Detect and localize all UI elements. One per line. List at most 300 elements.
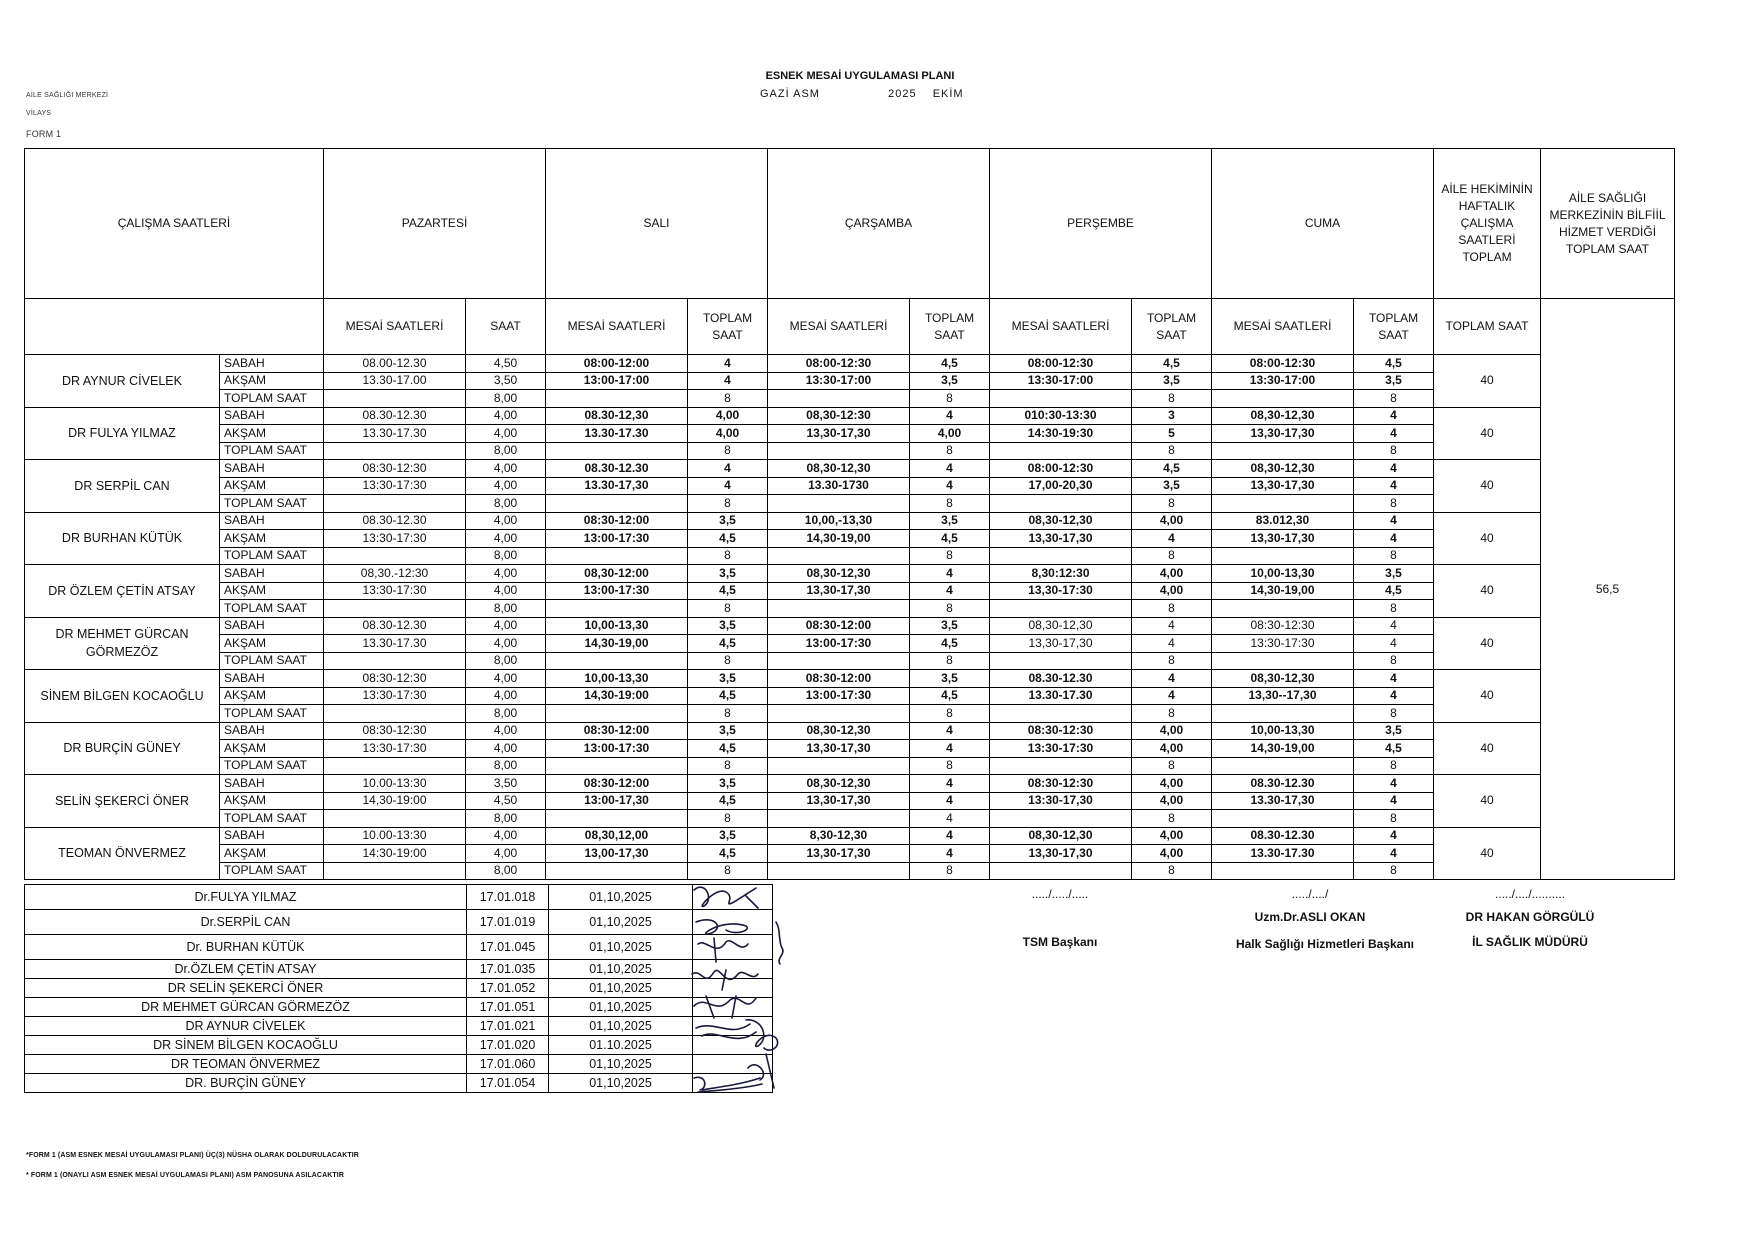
saat-cell: 4,00 bbox=[1132, 565, 1212, 583]
mesai-cell bbox=[324, 757, 466, 775]
plan-subtitle bbox=[760, 88, 964, 100]
saat-cell: 3,5 bbox=[688, 670, 768, 688]
mesai-cell: 08:30-12:30 bbox=[990, 775, 1132, 793]
saat-cell: 4,00 bbox=[466, 635, 546, 653]
header-row bbox=[25, 149, 1675, 299]
saat-cell: 3,5 bbox=[688, 617, 768, 635]
saat-cell: 4,5 bbox=[688, 582, 768, 600]
mesai-cell: 08.30-12.30 bbox=[324, 407, 466, 425]
saat-cell: 4,00 bbox=[466, 565, 546, 583]
mesai-cell: 10,00-13,30 bbox=[1212, 565, 1354, 583]
weekly-total-subheader: TOPLAM SAAT bbox=[1434, 299, 1541, 355]
saat-cell: 4,50 bbox=[466, 792, 546, 810]
mesai-cell: 08.30-12.30 bbox=[546, 460, 688, 478]
saat-cell: 8 bbox=[1132, 547, 1212, 565]
saat-cell: 4,5 bbox=[688, 740, 768, 758]
toplam-saat-header: TOPLAM SAAT bbox=[1132, 299, 1212, 355]
signature-date: 01,10,2025 bbox=[549, 1055, 693, 1074]
mesai-cell: 08.00-12.30 bbox=[324, 355, 466, 373]
saat-cell: 8,00 bbox=[466, 442, 546, 460]
weekly-total: 40 bbox=[1434, 460, 1541, 513]
asm-name: GAZİ ASM bbox=[760, 88, 820, 100]
saat-cell: 4 bbox=[1354, 670, 1434, 688]
weekly-total: 40 bbox=[1434, 407, 1541, 460]
saat-cell: 4,00 bbox=[1132, 582, 1212, 600]
doctor-name: TEOMAN ÖNVERMEZ bbox=[25, 827, 220, 880]
mesai-cell bbox=[546, 390, 688, 408]
footer-note-1: *FORM 1 (ASM ESNEK MESAİ UYGULAMASI PLANI) ÜÇ(3) NÜSHA OLARAK DOLDURULACAKTIR bbox=[26, 1152, 359, 1159]
toplam-saat-header: TOPLAM SAAT bbox=[910, 299, 990, 355]
row-label: AKŞAM bbox=[220, 740, 324, 758]
mesai-cell bbox=[1212, 495, 1354, 513]
table-row bbox=[25, 810, 1675, 828]
saat-cell: 8 bbox=[1354, 810, 1434, 828]
mesai-cell: 13.30-17.30 bbox=[324, 635, 466, 653]
saat-cell: 3,5 bbox=[1354, 722, 1434, 740]
saat-cell: 4 bbox=[688, 372, 768, 390]
saat-cell: 4,00 bbox=[466, 827, 546, 845]
mesai-cell: 08.30-12.30 bbox=[324, 512, 466, 530]
saat-cell: 4 bbox=[910, 775, 990, 793]
signature-date: 01,10,2025 bbox=[549, 960, 693, 979]
row-label: AKŞAM bbox=[220, 477, 324, 495]
signature-row bbox=[25, 1074, 773, 1093]
saat-cell: 4,00 bbox=[688, 407, 768, 425]
mesai-cell: 13:30-17:30 bbox=[324, 530, 466, 548]
saat-cell: 3,5 bbox=[1132, 372, 1212, 390]
mesai-cell: 13,30-17,30 bbox=[990, 530, 1132, 548]
mesai-cell: 13:30-17:30 bbox=[324, 740, 466, 758]
mesai-cell: 8,30:12:30 bbox=[990, 565, 1132, 583]
toplam-saat-header: TOPLAM SAAT bbox=[1354, 299, 1434, 355]
mesai-cell bbox=[1212, 757, 1354, 775]
signature-name: DR MEHMET GÜRCAN GÖRMEZÖZ bbox=[25, 998, 467, 1017]
mesai-cell bbox=[768, 652, 910, 670]
mesai-cell bbox=[1212, 442, 1354, 460]
saat-cell: 8 bbox=[1132, 705, 1212, 723]
mesai-cell: 13.30-1730 bbox=[768, 477, 910, 495]
saat-cell: 3,5 bbox=[688, 565, 768, 583]
table-row bbox=[25, 495, 1675, 513]
table-row bbox=[25, 407, 1675, 425]
mesai-cell: 13,30-17,30 bbox=[768, 845, 910, 863]
asm-total-header: AİLE SAĞLIĞI MERKEZİNİN BİLFİİL HİZMET VERDİĞİ TOPLAM SAAT bbox=[1541, 149, 1675, 299]
row-label: TOPLAM SAAT bbox=[220, 390, 324, 408]
mesai-cell: 13:00-17:30 bbox=[546, 582, 688, 600]
row-label: TOPLAM SAAT bbox=[220, 652, 324, 670]
mesai-cell: 010:30-13:30 bbox=[990, 407, 1132, 425]
mesai-cell: 14,30-19:00 bbox=[546, 687, 688, 705]
saat-cell: 5 bbox=[1132, 425, 1212, 443]
mesai-cell bbox=[324, 390, 466, 408]
hs-date: ...../..../ bbox=[1291, 887, 1329, 901]
mesai-cell: 14:30-19:00 bbox=[324, 845, 466, 863]
mesai-cell bbox=[546, 652, 688, 670]
mesai-cell: 08:00-12:00 bbox=[546, 355, 688, 373]
saat-cell: 8,00 bbox=[466, 495, 546, 513]
saat-cell: 4 bbox=[1354, 687, 1434, 705]
mesai-cell bbox=[324, 495, 466, 513]
signature-row bbox=[25, 1036, 773, 1055]
saat-cell: 4 bbox=[1354, 635, 1434, 653]
saat-cell: 8 bbox=[1132, 757, 1212, 775]
signature-date: 01.10.2025 bbox=[549, 1036, 693, 1055]
row-label: SABAH bbox=[220, 827, 324, 845]
doctor-name: DR MEHMET GÜRCAN GÖRMEZÖZ bbox=[25, 617, 220, 670]
table-row bbox=[25, 442, 1675, 460]
mesai-cell: 08,30-12,30 bbox=[768, 460, 910, 478]
table-row bbox=[25, 390, 1675, 408]
row-label: TOPLAM SAAT bbox=[220, 600, 324, 618]
saat-cell: 3,5 bbox=[910, 617, 990, 635]
signature-code: 17.01.052 bbox=[467, 979, 549, 998]
mesai-cell: 13.30-17,30 bbox=[1212, 792, 1354, 810]
table-row bbox=[25, 705, 1675, 723]
mesai-cell bbox=[1212, 810, 1354, 828]
row-label: TOPLAM SAAT bbox=[220, 547, 324, 565]
table-row bbox=[25, 530, 1675, 548]
signature-table bbox=[24, 884, 773, 1093]
row-label: TOPLAM SAAT bbox=[220, 862, 324, 880]
row-label: TOPLAM SAAT bbox=[220, 757, 324, 775]
mesai-cell bbox=[324, 652, 466, 670]
mesai-cell bbox=[546, 705, 688, 723]
saat-cell: 8 bbox=[910, 547, 990, 565]
tsm-title: TSM Başkanı bbox=[1022, 935, 1098, 949]
saat-cell: 4 bbox=[1132, 687, 1212, 705]
saat-cell: 8 bbox=[688, 652, 768, 670]
saat-cell: 4,00 bbox=[1132, 512, 1212, 530]
saat-cell: 8 bbox=[910, 757, 990, 775]
row-label: TOPLAM SAAT bbox=[220, 705, 324, 723]
saat-cell: 8,00 bbox=[466, 600, 546, 618]
mesai-header: MESAİ SAATLERİ bbox=[324, 299, 466, 355]
saat-cell: 4,00 bbox=[688, 425, 768, 443]
signature-code: 17.01.035 bbox=[467, 960, 549, 979]
saat-cell: 4,5 bbox=[1132, 460, 1212, 478]
saat-cell: 4 bbox=[1354, 460, 1434, 478]
mesai-cell: 13:30-17,30 bbox=[990, 792, 1132, 810]
mesai-cell bbox=[1212, 652, 1354, 670]
saat-header: SAAT bbox=[466, 299, 546, 355]
saat-cell: 8 bbox=[1132, 600, 1212, 618]
row-label: SABAH bbox=[220, 407, 324, 425]
signature-row bbox=[25, 979, 773, 998]
table-row bbox=[25, 425, 1675, 443]
mesai-cell bbox=[324, 705, 466, 723]
weekly-total: 40 bbox=[1434, 617, 1541, 670]
saat-cell: 4 bbox=[1354, 845, 1434, 863]
signature-row bbox=[25, 1055, 773, 1074]
mesai-cell bbox=[768, 442, 910, 460]
saat-cell: 4,5 bbox=[688, 635, 768, 653]
row-label: SABAH bbox=[220, 460, 324, 478]
mesai-cell: 13:30-17:30 bbox=[990, 740, 1132, 758]
mesai-cell: 08,30-12,30 bbox=[768, 722, 910, 740]
hs-name: Uzm.Dr.ASLI OKAN bbox=[1254, 910, 1366, 924]
saat-cell: 4 bbox=[910, 407, 990, 425]
row-label: TOPLAM SAAT bbox=[220, 442, 324, 460]
signature-name: DR SELİN ŞEKERCİ ÖNER bbox=[25, 979, 467, 998]
row-label: SABAH bbox=[220, 722, 324, 740]
signature-code: 17.01.018 bbox=[467, 885, 549, 910]
saat-cell: 8 bbox=[688, 547, 768, 565]
row-label: SABAH bbox=[220, 775, 324, 793]
subheader-row bbox=[25, 299, 1675, 355]
saat-cell: 8 bbox=[688, 757, 768, 775]
saat-cell: 4 bbox=[1354, 512, 1434, 530]
signature-row bbox=[25, 960, 773, 979]
saat-cell: 8 bbox=[910, 600, 990, 618]
saat-cell: 4 bbox=[688, 477, 768, 495]
saat-cell: 8 bbox=[910, 390, 990, 408]
saat-cell: 4,00 bbox=[466, 687, 546, 705]
saat-cell: 4,00 bbox=[466, 512, 546, 530]
mesai-cell bbox=[990, 600, 1132, 618]
handwritten-signatures bbox=[686, 878, 806, 1098]
saat-cell: 4 bbox=[910, 477, 990, 495]
form-label: FORM 1 bbox=[26, 129, 62, 139]
weekly-total: 40 bbox=[1434, 355, 1541, 408]
saat-cell: 8 bbox=[1354, 705, 1434, 723]
saat-cell: 8 bbox=[1354, 862, 1434, 880]
table-row bbox=[25, 565, 1675, 583]
signature-name: DR. BURÇİN GÜNEY bbox=[25, 1074, 467, 1093]
saat-cell: 4,00 bbox=[466, 460, 546, 478]
saat-cell: 8 bbox=[1354, 442, 1434, 460]
saat-cell: 4,00 bbox=[466, 617, 546, 635]
page-title: ESNEK MESAİ UYGULAMASI PLANI bbox=[765, 70, 955, 82]
table-row bbox=[25, 722, 1675, 740]
mesai-cell bbox=[768, 757, 910, 775]
saat-cell: 4,5 bbox=[1354, 582, 1434, 600]
saat-cell: 4,00 bbox=[466, 582, 546, 600]
saat-cell: 4 bbox=[1354, 792, 1434, 810]
mesai-header: MESAİ SAATLERİ bbox=[1212, 299, 1354, 355]
mesai-cell: 13,30-17,30 bbox=[1212, 425, 1354, 443]
saat-cell: 4,00 bbox=[1132, 775, 1212, 793]
mesai-cell: 14,30-19,00 bbox=[768, 530, 910, 548]
saat-cell: 3,5 bbox=[1354, 372, 1434, 390]
mesai-cell bbox=[546, 495, 688, 513]
tsm-date: ...../...../..... bbox=[1031, 887, 1089, 901]
row-label: SABAH bbox=[220, 355, 324, 373]
saat-cell: 4,00 bbox=[466, 722, 546, 740]
mesai-cell: 10.00-13:30 bbox=[324, 827, 466, 845]
signature-name: Dr.ÖZLEM ÇETİN ATSAY bbox=[25, 960, 467, 979]
saat-cell: 4,5 bbox=[910, 635, 990, 653]
table-row bbox=[25, 600, 1675, 618]
mesai-cell bbox=[546, 442, 688, 460]
mesai-cell: 08.30-12.30 bbox=[1212, 775, 1354, 793]
row-label: AKŞAM bbox=[220, 372, 324, 390]
signature-date: 01,10,2025 bbox=[549, 935, 693, 960]
signature-code: 17.01.054 bbox=[467, 1074, 549, 1093]
signature-name: Dr. BURHAN KÜTÜK bbox=[25, 935, 467, 960]
mesai-cell: 08:00-12:30 bbox=[1212, 355, 1354, 373]
table-row bbox=[25, 582, 1675, 600]
row-label: AKŞAM bbox=[220, 582, 324, 600]
saat-cell: 8 bbox=[910, 862, 990, 880]
mesai-cell: 08:30-12:30 bbox=[324, 670, 466, 688]
mesai-cell: 08:30-12:30 bbox=[324, 722, 466, 740]
saat-cell: 4 bbox=[1132, 670, 1212, 688]
saat-cell: 8,00 bbox=[466, 705, 546, 723]
mesai-cell: 08:00-12:30 bbox=[990, 460, 1132, 478]
plan-month: EKİM bbox=[932, 88, 964, 100]
mesai-cell: 83.012,30 bbox=[1212, 512, 1354, 530]
schedule-table bbox=[24, 148, 1675, 880]
mesai-cell: 10.00-13:30 bbox=[324, 775, 466, 793]
mesai-cell bbox=[990, 390, 1132, 408]
saat-cell: 8 bbox=[1354, 390, 1434, 408]
mesai-cell bbox=[324, 810, 466, 828]
saat-cell: 4 bbox=[1354, 477, 1434, 495]
signature-name: DR AYNUR CİVELEK bbox=[25, 1017, 467, 1036]
mesai-cell: 10,00-13,30 bbox=[1212, 722, 1354, 740]
mesai-cell: 08,30-12,30 bbox=[990, 512, 1132, 530]
saat-cell: 8,00 bbox=[466, 390, 546, 408]
mesai-cell: 08:30-12:00 bbox=[546, 775, 688, 793]
saat-cell: 3,5 bbox=[1354, 565, 1434, 583]
mesai-cell bbox=[990, 810, 1132, 828]
mesai-cell bbox=[324, 862, 466, 880]
table-row bbox=[25, 652, 1675, 670]
doctor-name: SELİN ŞEKERCİ ÖNER bbox=[25, 775, 220, 828]
table-row bbox=[25, 372, 1675, 390]
table-row bbox=[25, 757, 1675, 775]
saat-cell: 4,00 bbox=[466, 530, 546, 548]
saat-cell: 4,00 bbox=[910, 425, 990, 443]
saat-cell: 4 bbox=[1132, 617, 1212, 635]
saat-cell: 3,5 bbox=[688, 775, 768, 793]
mesai-cell bbox=[546, 862, 688, 880]
saat-cell: 4 bbox=[1132, 530, 1212, 548]
mesai-cell bbox=[768, 547, 910, 565]
mesai-cell: 13:30-17:30 bbox=[324, 477, 466, 495]
saat-cell: 4,00 bbox=[466, 670, 546, 688]
mesai-cell bbox=[990, 547, 1132, 565]
mesai-cell: 13:00-17:30 bbox=[546, 740, 688, 758]
mesai-cell: 10,00-13,30 bbox=[546, 670, 688, 688]
mesai-cell: 13.30-17.30 bbox=[990, 687, 1132, 705]
table-row bbox=[25, 687, 1675, 705]
mesai-cell bbox=[990, 757, 1132, 775]
saat-cell: 4 bbox=[910, 460, 990, 478]
saat-cell: 4 bbox=[1354, 827, 1434, 845]
saat-cell: 4,5 bbox=[1354, 740, 1434, 758]
saat-cell: 8,00 bbox=[466, 810, 546, 828]
mesai-cell: 13,30-17,30 bbox=[768, 740, 910, 758]
saat-cell: 8 bbox=[1354, 547, 1434, 565]
row-label: AKŞAM bbox=[220, 845, 324, 863]
saat-cell: 8,00 bbox=[466, 547, 546, 565]
day-header: PERŞEMBE bbox=[990, 149, 1212, 299]
saat-cell: 4,00 bbox=[1132, 845, 1212, 863]
saat-cell: 8 bbox=[688, 705, 768, 723]
mesai-cell bbox=[546, 810, 688, 828]
doctor-name: DR BURHAN KÜTÜK bbox=[25, 512, 220, 565]
mesai-cell: 13:00-17:00 bbox=[546, 372, 688, 390]
saat-cell: 4,00 bbox=[466, 477, 546, 495]
mesai-cell: 13:00-17,30 bbox=[546, 792, 688, 810]
mesai-cell: 13.30-17.30 bbox=[1212, 845, 1354, 863]
saat-cell: 4 bbox=[1132, 635, 1212, 653]
mesai-cell bbox=[324, 600, 466, 618]
signature-row bbox=[25, 1017, 773, 1036]
mesai-cell: 08,30-12,30 bbox=[1212, 407, 1354, 425]
mesai-cell: 08,30-12,30 bbox=[1212, 460, 1354, 478]
table-row bbox=[25, 792, 1675, 810]
saat-cell: 4 bbox=[1354, 407, 1434, 425]
signature-date: 01,10,2025 bbox=[549, 998, 693, 1017]
mesai-cell bbox=[546, 757, 688, 775]
saat-cell: 4 bbox=[910, 582, 990, 600]
saat-cell: 8 bbox=[1132, 810, 1212, 828]
saat-cell: 8 bbox=[1132, 652, 1212, 670]
table-row bbox=[25, 635, 1675, 653]
mesai-cell: 08:30-12:00 bbox=[768, 617, 910, 635]
mesai-cell bbox=[768, 495, 910, 513]
saat-cell: 4 bbox=[1354, 617, 1434, 635]
saat-cell: 4,50 bbox=[466, 355, 546, 373]
saat-cell: 4 bbox=[910, 565, 990, 583]
mesai-cell: 08,30-12:00 bbox=[546, 565, 688, 583]
mesai-header: MESAİ SAATLERİ bbox=[990, 299, 1132, 355]
row-label: TOPLAM SAAT bbox=[220, 810, 324, 828]
mesai-cell: 08,30,12,00 bbox=[546, 827, 688, 845]
saat-cell: 8 bbox=[1132, 862, 1212, 880]
saat-cell: 4,00 bbox=[466, 845, 546, 863]
signature-date: 01,10,2025 bbox=[549, 1017, 693, 1036]
weekly-total: 40 bbox=[1434, 775, 1541, 828]
weekly-total-header: AİLE HEKİMİNİN HAFTALIK ÇALIŞMA SAATLERİ TOPLAM bbox=[1434, 149, 1541, 299]
saat-cell: 4,00 bbox=[1132, 792, 1212, 810]
mesai-cell: 13,00-17,30 bbox=[546, 845, 688, 863]
saat-cell: 8 bbox=[910, 442, 990, 460]
saat-cell: 4 bbox=[1354, 530, 1434, 548]
doctor-name: DR FULYA YILMAZ bbox=[25, 407, 220, 460]
weekly-total: 40 bbox=[1434, 670, 1541, 723]
mesai-cell bbox=[990, 442, 1132, 460]
mesai-cell: 13:30-17:30 bbox=[324, 687, 466, 705]
mesai-cell bbox=[990, 862, 1132, 880]
mesai-cell: 13.30-17.30 bbox=[546, 425, 688, 443]
mesai-cell bbox=[1212, 600, 1354, 618]
table-row bbox=[25, 845, 1675, 863]
mesai-cell bbox=[768, 810, 910, 828]
day-header: SALI bbox=[546, 149, 768, 299]
saat-cell: 8 bbox=[1132, 442, 1212, 460]
saat-cell: 8 bbox=[688, 810, 768, 828]
saat-cell: 3,5 bbox=[688, 827, 768, 845]
signature-date: 01,10,2025 bbox=[549, 885, 693, 910]
mesai-cell: 08:30-12:30 bbox=[990, 722, 1132, 740]
mesai-cell: 13,30--17,30 bbox=[1212, 687, 1354, 705]
mesai-cell: 13.30-17.00 bbox=[324, 372, 466, 390]
mesai-cell: 08.30-12,30 bbox=[546, 407, 688, 425]
signature-date: 01,10,2025 bbox=[549, 1074, 693, 1093]
plan-year: 2025 bbox=[888, 88, 917, 100]
saat-cell: 3,50 bbox=[466, 775, 546, 793]
saat-cell: 4,00 bbox=[1132, 827, 1212, 845]
mesai-cell: 08:30-12:00 bbox=[546, 512, 688, 530]
mesai-cell: 08,30.-12:30 bbox=[324, 565, 466, 583]
row-label: AKŞAM bbox=[220, 635, 324, 653]
saat-cell: 4,5 bbox=[688, 530, 768, 548]
mesai-cell: 14,30-19,00 bbox=[1212, 740, 1354, 758]
mesai-cell: 08:30-12:30 bbox=[324, 460, 466, 478]
